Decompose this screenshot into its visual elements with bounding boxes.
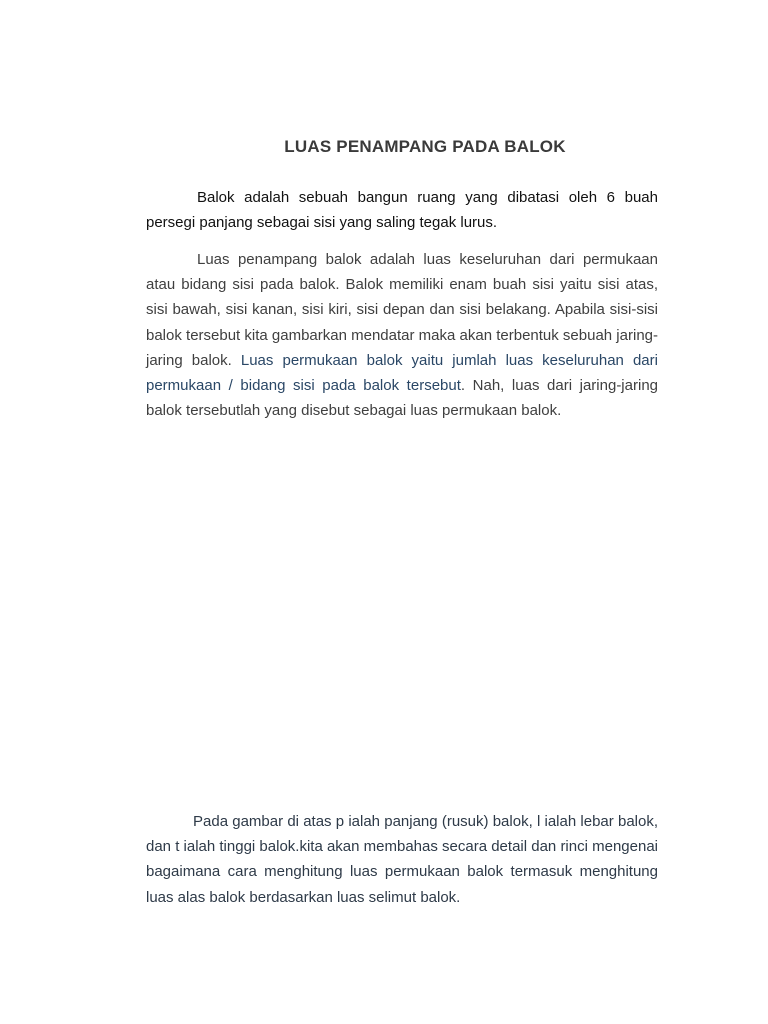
highlighted-definition-link[interactable]: Luas permukaan balok yaitu jumlah luas keseluruhan dari permukaan / bidang sisi pada balok tersebut	[146, 351, 658, 395]
page-title: LUAS PENAMPANG PADA BALOK	[284, 137, 566, 156]
paragraph-text-start: Luas penampang balok adalah luas keseluruhan dari permukaan atau bidang sisi pada balok. Balok memiliki enam buah sisi yaitu sisi atas, sisi bawah, sisi kanan, sisi kiri, sisi depan dan sisi belakang. Apabila sisi-sisi balok tersebut kita gambarkan mendatar maka akan terbentuk sebuah jaring-jaring balok.	[146, 251, 658, 369]
paragraph-definition: Balok adalah sebuah bangun ruang yang dibatasi oleh 6 buah persegi panjang sebagai sisi yang saling tegak lurus.	[146, 189, 658, 232]
paragraph-text-end: . Nah, luas dari jaring-jaring balok tersebutlah yang disebut sebagai luas permukaan balok.	[146, 377, 658, 420]
paragraph-surface-area	[146, 247, 658, 423]
paragraph-figure-explanation: Pada gambar di atas p ialah panjang (rusuk) balok, l ialah lebar balok, dan t ialah tinggi balok.kita akan membahas secara detail dan rinci mengenai bagaimana cara menghitung luas permukaan balok termasuk menghitung luas alas balok berdasarkan luas selimut balok.	[146, 813, 658, 906]
